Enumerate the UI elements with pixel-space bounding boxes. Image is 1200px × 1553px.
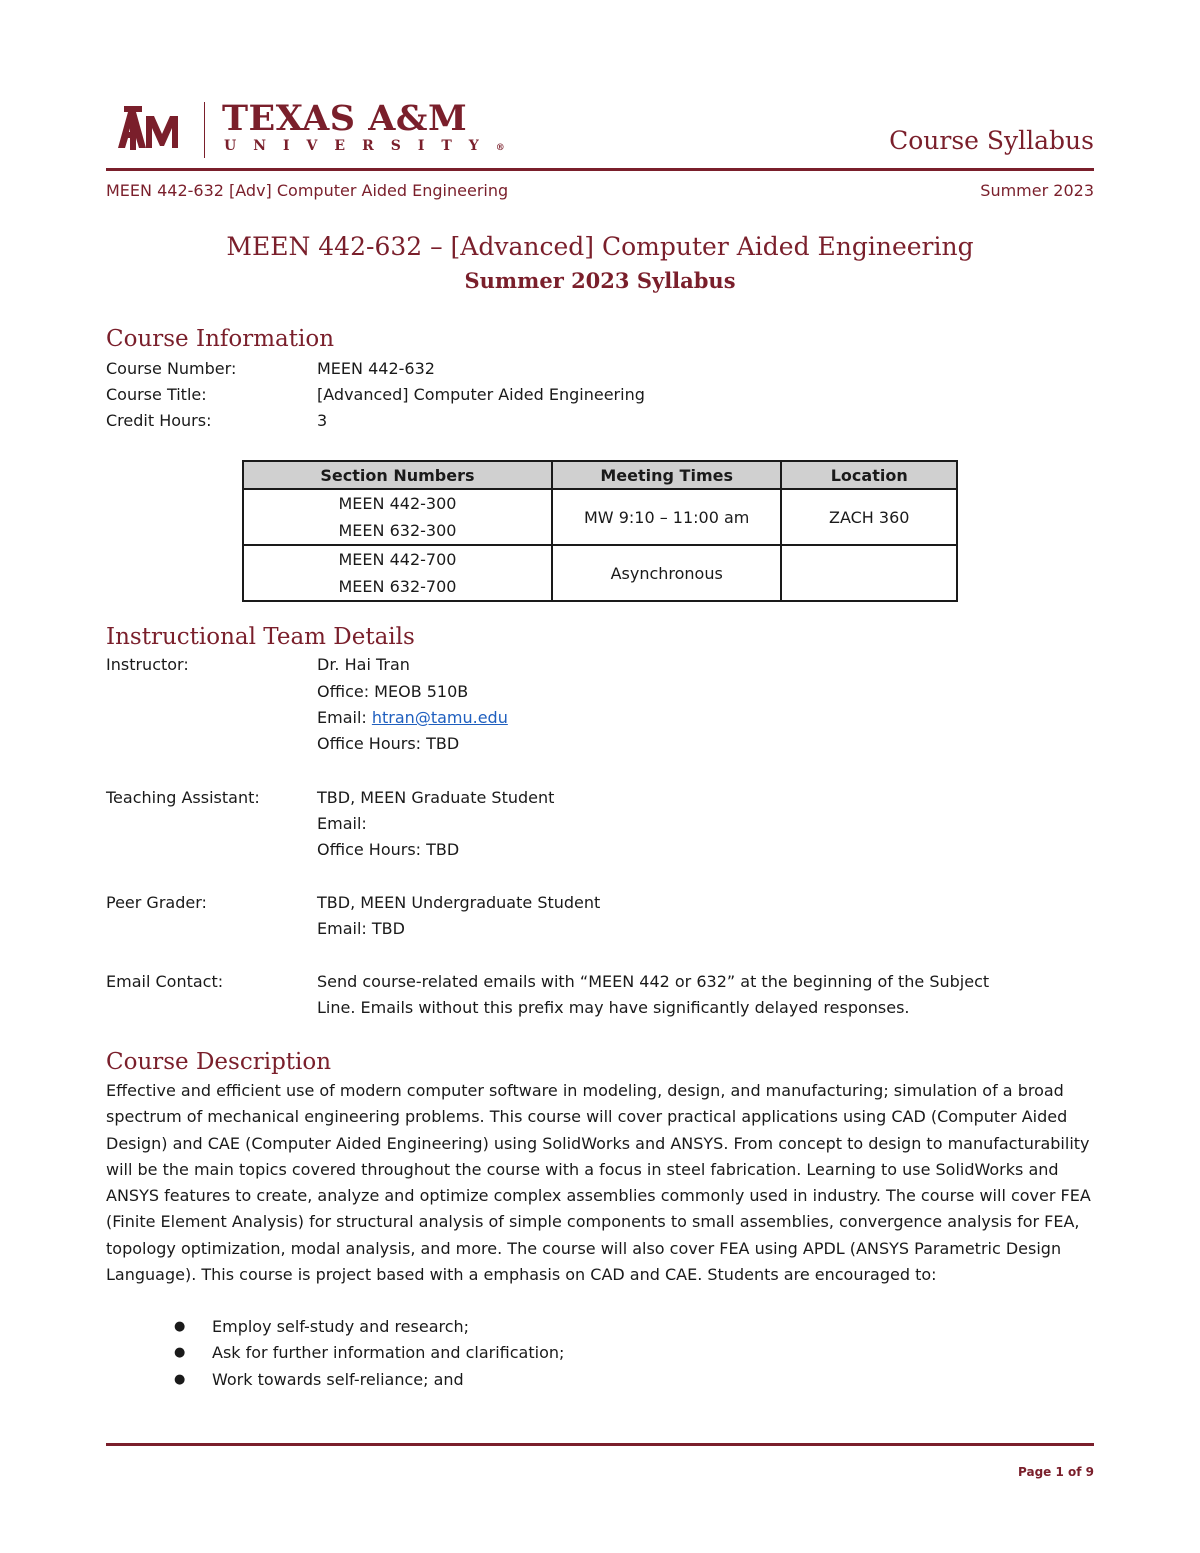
atm-logo-icon (116, 104, 182, 154)
peer-grader-email: Email: TBD (317, 919, 405, 938)
table-header-row (243, 461, 957, 489)
section-number: MEEN 442-300 (338, 494, 457, 513)
term-label: Summer 2023 (980, 181, 1094, 200)
ta-email: Email: (317, 814, 367, 833)
description-heading: Course Description (106, 1049, 332, 1075)
peer-grader-name: TBD, MEEN Undergraduate Student (317, 893, 601, 912)
column-header: Meeting Times (552, 461, 781, 489)
table-row (243, 545, 957, 601)
sections-table (242, 460, 958, 602)
instructor-name: Dr. Hai Tran (317, 655, 410, 674)
list-item: ● Ask for further information and clarification; (172, 1340, 564, 1366)
email-label: Email: (317, 708, 372, 727)
instructor-email-row (317, 708, 508, 727)
peer-grader-label: Peer Grader: (106, 893, 207, 912)
info-label: Course Title: (106, 385, 207, 404)
ta-name: TBD, MEEN Graduate Student (317, 788, 555, 807)
list-item: ● Work towards self-reliance; and (172, 1367, 564, 1393)
page-number: Page 1 of 9 (1018, 1465, 1094, 1479)
course-info-heading: Course Information (106, 326, 335, 352)
section-number: MEEN 632-300 (338, 521, 457, 540)
info-value: 3 (317, 411, 328, 430)
email-contact-line: Send course-related emails with “MEEN 442 or 632” at the beginning of the Subject (317, 972, 990, 991)
info-value: MEEN 442-632 (317, 359, 435, 378)
header-rule (106, 168, 1094, 171)
running-header (106, 181, 1094, 200)
university-wordmark: TEXAS A&M (222, 98, 468, 139)
meeting-time-cell: Asynchronous (552, 545, 781, 601)
location-cell (781, 545, 957, 601)
info-value: [Advanced] Computer Aided Engineering (317, 385, 645, 404)
document-type: Course Syllabus (889, 126, 1094, 155)
info-label: Credit Hours: (106, 411, 212, 430)
logo-divider (204, 102, 205, 158)
page-title: MEEN 442-632 – [Advanced] Computer Aided Engineering (226, 232, 974, 261)
column-header: Location (781, 461, 957, 489)
table-row (243, 489, 957, 545)
email-contact-line: Line. Emails without this prefix may have significantly delayed responses. (317, 998, 910, 1017)
info-label: Course Number: (106, 359, 237, 378)
section-numbers-cell (243, 489, 552, 545)
university-subtitle: UNIVERSITY® (224, 138, 505, 154)
course-short-title: MEEN 442-632 [Adv] Computer Aided Engineering (106, 181, 509, 200)
ta-office-hours: Office Hours: TBD (317, 840, 460, 859)
meeting-time-cell: MW 9:10 – 11:00 am (552, 489, 781, 545)
instructor-label: Instructor: (106, 655, 189, 674)
instructor-office-hours: Office Hours: TBD (317, 734, 460, 753)
section-number: MEEN 442-700 (338, 550, 457, 569)
column-header: Section Numbers (243, 461, 552, 489)
section-numbers-cell (243, 545, 552, 601)
page-header (106, 98, 1094, 168)
course-description: Effective and efficient use of modern computer software in modeling, design, and manufacturing; simulation of a broad spectrum of mechanical engineering problems. This course will cover practical applications using CAD (Computer Aided Design) and CAE (Computer Aided Engineering) using SolidWorks and ANSYS. From concept to design to manufacturability will be the main topics covered throughout the course with a focus in steel fabrication. Learning to use SolidWorks and ANSYS features to create, analyze and optimize complex assemblies commonly used in industry. The course will cover FEA (Finite Element Analysis) for structural analysis of simple components to small assemblies, convergence analysis for FEA, topology optimization, modal analysis, and more. The course will also cover FEA using APDL (ANSYS Parametric Design Language). This course is project based with a emphasis on CAD and CAE. Students are encouraged to: (106, 1081, 1091, 1285)
location-cell: ZACH 360 (781, 489, 957, 545)
page-subtitle: Summer 2023 Syllabus (464, 268, 736, 293)
email-contact-label: Email Contact: (106, 972, 224, 991)
team-heading: Instructional Team Details (106, 624, 415, 650)
footer-rule (106, 1443, 1094, 1446)
instructor-office: Office: MEOB 510B (317, 682, 469, 701)
encouragement-list (172, 1314, 564, 1393)
instructor-email-link[interactable]: htran@tamu.edu (371, 708, 508, 727)
list-item: ● Employ self-study and research; (172, 1314, 564, 1340)
ta-label: Teaching Assistant: (106, 788, 260, 807)
section-number: MEEN 632-700 (338, 577, 457, 596)
